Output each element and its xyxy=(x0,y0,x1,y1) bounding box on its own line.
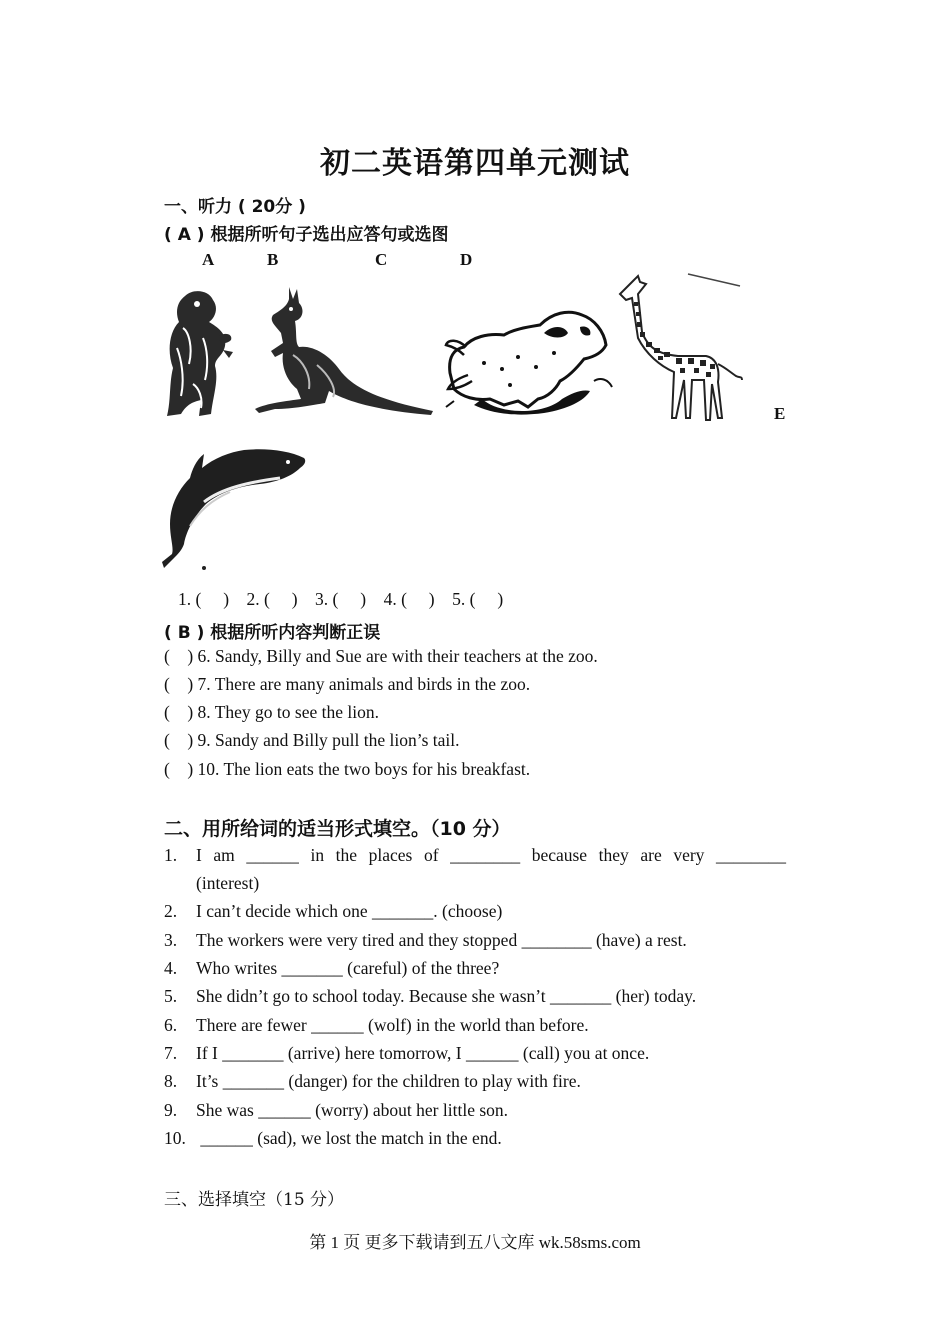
picture-label-a: A xyxy=(202,250,215,269)
fill-item-1-continuation: (interest) xyxy=(196,873,260,893)
page-title: 初二英语第四单元测试 xyxy=(320,146,630,181)
fill-item-1-text: I am ______ in the places of ________ because they are very ________ xyxy=(196,845,786,865)
fill-item-1-number: 1. xyxy=(164,845,178,865)
fill-item-5-text: She didn’t go to school today. Because she wasn’t _______ (her) today. xyxy=(196,986,697,1006)
fill-item-2-number: 2. xyxy=(164,901,178,921)
fill-item-9-number: 9. xyxy=(164,1100,178,1120)
picture-label-b: B xyxy=(267,250,279,269)
judge-item-6: ( ) 6. Sandy, Billy and Sue are with their teachers at the zoo. xyxy=(164,646,598,666)
kangaroo-picture xyxy=(253,285,435,420)
fill-item-9-text: She was ______ (worry) about her little son. xyxy=(196,1100,509,1120)
page-footer: 第 1 页 更多下载请到五八文库 wk.58sms.com xyxy=(309,1233,641,1252)
picture-label-d: D xyxy=(460,250,473,269)
fill-item-10-number: 10. xyxy=(164,1128,186,1148)
fill-item-2-text: I can’t decide which one _______. (choose) xyxy=(196,901,503,921)
fill-item-6-number: 6. xyxy=(164,1015,178,1035)
fill-item-3-text: The workers were very tired and they stopped ________ (have) a rest. xyxy=(196,930,687,950)
giraffe-picture xyxy=(618,272,748,422)
fill-item-8-number: 8. xyxy=(164,1071,178,1091)
part-a-heading: ( A ) 根据所听句子选出应答句或选图 xyxy=(164,225,449,245)
dolphin-picture xyxy=(160,446,308,571)
judge-item-9: ( ) 9. Sandy and Billy pull the lion’s tail. xyxy=(164,730,460,750)
bear-picture xyxy=(163,288,235,420)
panda-picture xyxy=(444,297,614,417)
fill-item-4-number: 4. xyxy=(164,958,178,978)
fill-item-5-number: 5. xyxy=(164,986,178,1006)
part-a-answers: 1. ( ) 2. ( ) 3. ( ) 4. ( ) 5. ( ) xyxy=(178,589,504,609)
judge-item-7: ( ) 7. There are many animals and birds in the zoo. xyxy=(164,674,531,694)
fill-item-10-text: ______ (sad), we lost the match in the end. xyxy=(196,1128,502,1148)
section1-heading: 一、听力 ( 20分 ) xyxy=(164,197,306,217)
picture-label-e: E xyxy=(774,404,786,423)
judge-item-10: ( ) 10. The lion eats the two boys for his breakfast. xyxy=(164,759,531,779)
section3-heading: 三、选择填空（15 分） xyxy=(164,1190,345,1210)
picture-label-c: C xyxy=(375,250,388,269)
judge-item-8: ( ) 8. They go to see the lion. xyxy=(164,702,379,722)
fill-item-4-text: Who writes _______ (careful) of the three? xyxy=(196,958,500,978)
fill-item-8-text: It’s _______ (danger) for the children to play with fire. xyxy=(196,1071,581,1091)
fill-item-6-text: There are fewer ______ (wolf) in the world than before. xyxy=(196,1015,589,1035)
fill-item-7-number: 7. xyxy=(164,1043,178,1063)
fill-item-3-number: 3. xyxy=(164,930,178,950)
section2-heading: 二、用所给词的适当形式填空。（10 分） xyxy=(164,818,511,840)
part-b-heading: ( B ) 根据所听内容判断正误 xyxy=(164,623,381,643)
fill-item-7-text: If I _______ (arrive) here tomorrow, I ______ (call) you at once. xyxy=(196,1043,650,1063)
